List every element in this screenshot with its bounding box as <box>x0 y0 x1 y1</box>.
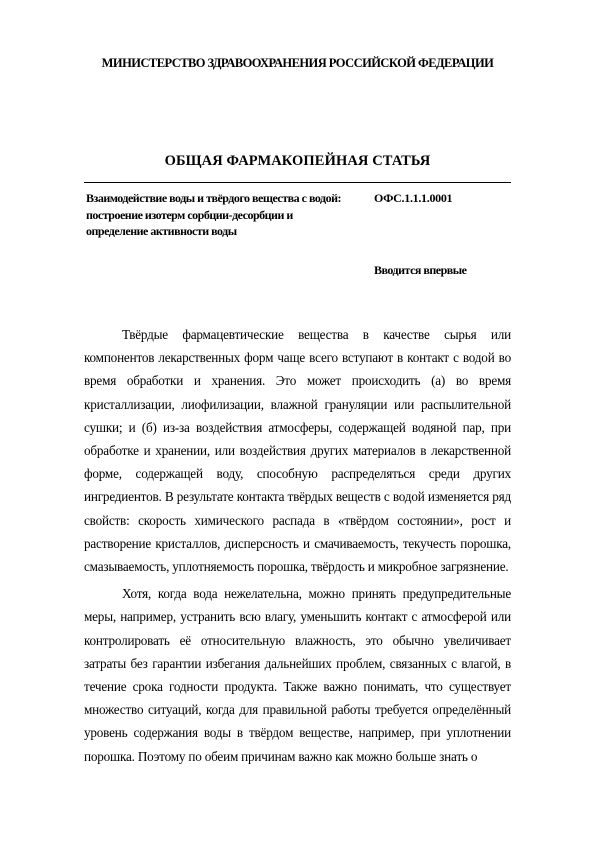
article-status: Вводится впервые <box>374 263 467 277</box>
article-title: Взаимодействие воды и твёрдого вещества с водой: построение изотерм сорбции-десорбции и определение активности воды <box>86 191 341 238</box>
body-paragraph: Твёрдые фармацевтические вещества в качестве сырья или компонентов лекарственных форм чаще всего вступают в контакт с водой во время обработки и хранения. Это может происходить (а) во время кристаллизации, лиофилизации, влажной грануляции или распылительной сушки; и (б) из-за воздействия атмосферы, содержащей водяной пар, при обработке и хранении, или воздействия других материалов в лекарственной форме, содержащей воду, способную распределяться среди других ингредиентов. В результате контакта твёрдых веществ с водой изменяется ряд свойств: скорость химического распада в «твёрдом состоянии», рост и растворение кристаллов, дисперсность и смачиваемость, текучесть порошка, смазываемость, уплотняемость порошка, твёрдость и микробное загрязнение. <box>84 327 511 575</box>
article-code: ОФС.1.1.1.0001 <box>374 191 453 205</box>
ministry-heading: МИНИСТЕРСТВО ЗДРАВООХРАНЕНИЯ РОССИЙСКОЙ ФЕДЕРАЦИИ <box>101 56 494 70</box>
article-body <box>84 323 511 772</box>
header-divider <box>84 182 511 183</box>
body-paragraph: Хотя, когда вода нежелательна, можно принять предупредительные меры, например, устранить всю влагу, уменьшить контакт с атмосферой или контролировать её относительную влажность, это обычно увеличивает затраты без гарантии избегания дальнейших проблем, связанных с влагой, в течение срока годности продукта. Также важно понимать, что существует множество ситуаций, когда для правильной работы требуется определённый уровень содержания воды в твёрдом веществе, например, при уплотнении порошка. Поэтому по обеим причинам важно как можно больше знать о <box>84 586 511 764</box>
document-type-heading: ОБЩАЯ ФАРМАКОПЕЙНАЯ СТАТЬЯ <box>164 153 431 169</box>
